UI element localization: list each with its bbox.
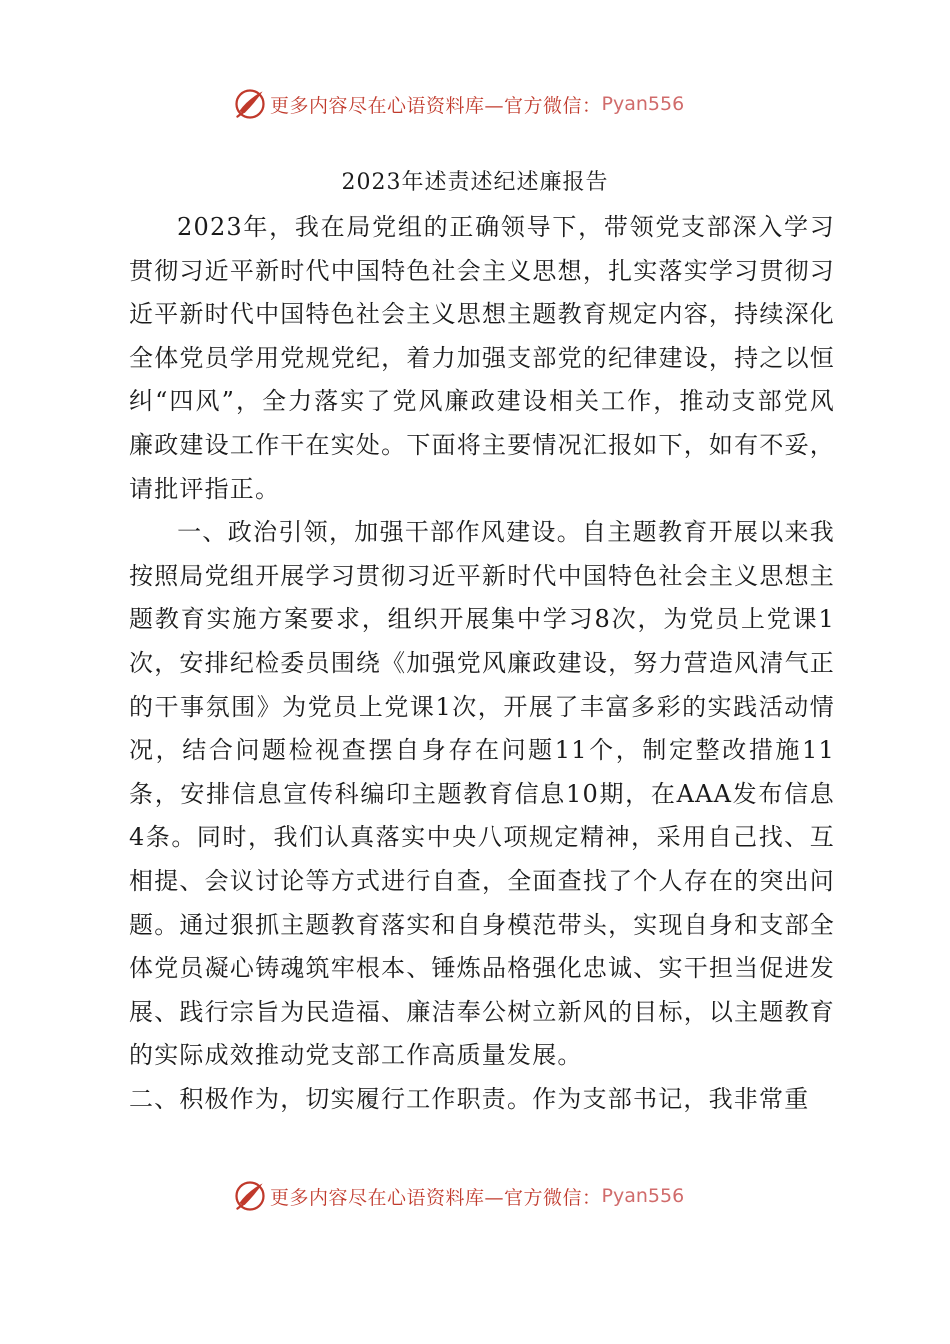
watermark-wechat-id: Pyan556 <box>601 93 685 115</box>
paragraph-section-1: 一、政治引领，加强干部作风建设。自主题教育开展以来我按照局党组开展学习贯彻习近平新时代中国特色社会主义思想主题教育实施方案要求，组织开展集中学习8次，为党员上党课1次，安排纪检委员围绕《加强党风廉政建设，努力营造风清气正的干事氛围》为党员上党课1次，开展了丰富多彩的实践活动情况，结合问题检视查摆自身存在问题11个，制定整改措施11条，安排信息宣传科编印主题教育信息10期，在AAA发布信息4条。同时，我们认真落实中央八项规定精神，采用自己找、互相提、会议讨论等方式进行自查，全面查找了个人存在的突出问题。通过狠抓主题教育落实和自身模范带头，实现自身和支部全体党员凝心铸魂筑牢根本、锤炼品格强化忠诚、实干担当促进发展、践行宗旨为民造福、廉洁奉公树立新风的目标，以主题教育的实际成效推动党支部工作高质量发展。 <box>129 518 835 1070</box>
paragraph-section-2: 二、积极作为，切实履行工作职责。作为支部书记，我非常重 <box>129 1084 810 1113</box>
paragraph-intro: 2023年，我在局党组的正确领导下，带领党支部深入学习贯彻习近平新时代中国特色社会主义思想，扎实落实学习贯彻习近平新时代中国特色社会主义思想主题教育规定内容，持续深化全体党员学用党规党纪，着力加强支部党的纪律建设，持之以恒纠“四风”，全力落实了党风廉政建设相关工作，推动支部党风廉政建设工作干在实处。下面将主要情况汇报如下，如有不妥，请批评指正。 <box>129 213 835 503</box>
footer-watermark <box>232 1176 684 1216</box>
document-title: 2023年述责述纪述廉报告 <box>341 170 609 195</box>
watermark-text: 更多内容尽在心语资料库—官方微信： <box>270 1186 602 1209</box>
watermark-text: 更多内容尽在心语资料库—官方微信： <box>270 94 602 117</box>
pen-logo-icon <box>232 86 268 122</box>
header-watermark <box>232 84 684 124</box>
document-body <box>129 206 835 1121</box>
watermark-wechat-id: Pyan556 <box>601 1185 685 1207</box>
pen-logo-icon <box>232 1178 268 1214</box>
